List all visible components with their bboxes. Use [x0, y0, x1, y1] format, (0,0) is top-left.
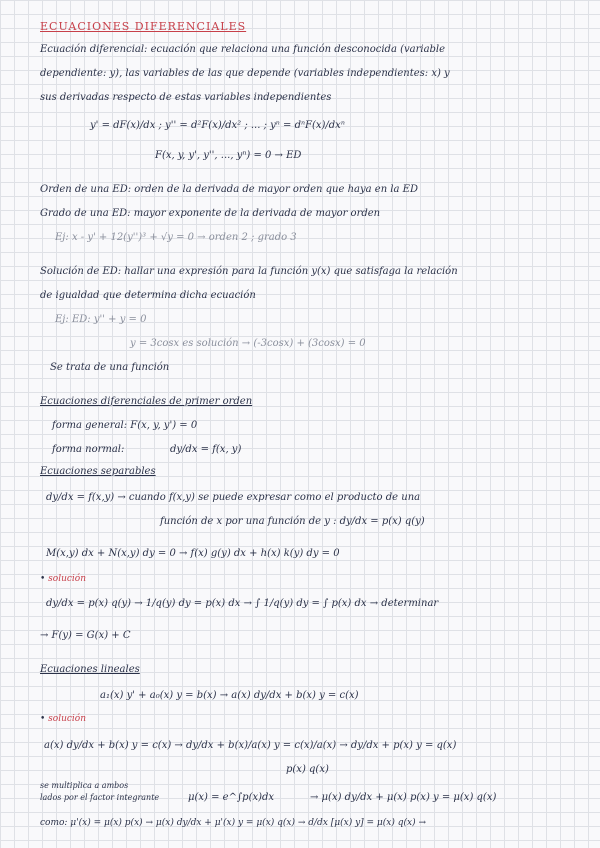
integrating-factor: μ(x) = e^∫p(x)dx [188, 792, 275, 803]
degree-definition: Grado de una ED: mayor exponente de la derivada de mayor orden [40, 208, 381, 219]
page-title: ECUACIONES DIFERENCIALES [40, 20, 247, 33]
linear-solution-1: a(x) dy/dx + b(x) y = c(x) → dy/dx + b(x)/a(x) y = c(x)/a(x) → dy/dx + p(x) y = q(x) [44, 740, 457, 751]
separable-line-2: función de x por una función de y : dy/dx = p(x) q(y) [160, 516, 425, 527]
solution-example-2: y = 3cosx es solución → (-3cosx) + (3cosx) = 0 [130, 338, 366, 349]
integrating-factor-result: → μ(x) dy/dx + μ(x) p(x) y = μ(x) q(x) [310, 792, 497, 803]
separable-solution-bullet: • solución [40, 574, 86, 584]
definition-line-1: Ecuación diferencial: ecuación que relaciona una función desconocida (variable [40, 44, 446, 55]
solution-line-1: Solución de ED: hallar una expresión para la función y(x) que satisfaga la relación [40, 266, 458, 277]
linear-solution-1-sub: p(x) q(x) [286, 764, 329, 775]
linear-heading: Ecuaciones lineales [40, 664, 140, 675]
linear-last-line: como: μ'(x) = μ(x) p(x) → μ(x) dy/dx + μ'(x) y = μ(x) q(x) → d/dx [μ(x) y] = μ(x) q(x) → [40, 818, 427, 828]
first-order-general: forma general: F(x, y, y') = 0 [52, 420, 198, 431]
first-order-normal-formula: dy/dx = f(x, y) [170, 444, 242, 455]
separable-solution-1: dy/dx = p(x) q(y) → 1/q(y) dy = p(x) dx → ∫ 1/q(y) dy = ∫ p(x) dx → determinar [46, 598, 439, 609]
order-example: Ej: x - y' + 12(y'')³ + √y = 0 → orden 2 ; grado 3 [55, 232, 297, 243]
solution-example-1: Ej: ED: y'' + y = 0 [55, 314, 147, 325]
linear-note-1: se multiplica a ambos [40, 781, 129, 790]
linear-line-1: a₁(x) y' + a₀(x) y = b(x) → a(x) dy/dx + b(x) y = c(x) [100, 690, 359, 701]
definition-line-3: sus derivadas respecto de estas variables independientes [40, 92, 332, 103]
first-order-normal-label: forma normal: [52, 444, 125, 455]
derivatives-formula: y' = dF(x)/dx ; y'' = d²F(x)/dx² ; ... ; yⁿ = dⁿF(x)/dxⁿ [90, 120, 345, 131]
separable-heading: Ecuaciones separables [40, 466, 156, 477]
separable-solution-2: → F(y) = G(x) + C [40, 630, 131, 641]
general-ed-formula: F(x, y, y', y'', ..., yⁿ) = 0 → ED [155, 150, 302, 161]
definition-line-2: dependiente: y), las variables de las que depende (variables independientes: x) y [40, 68, 450, 79]
solution-line-2: de igualdad que determina dicha ecuación [40, 290, 256, 301]
linear-solution-bullet: • solución [40, 714, 86, 724]
first-order-heading: Ecuaciones diferenciales de primer orden [40, 396, 253, 407]
order-definition: Orden de una ED: orden de la derivada de mayor orden que haya en la ED [40, 184, 418, 195]
separable-mn-formula: M(x,y) dx + N(x,y) dy = 0 → f(x) g(y) dx + h(x) k(y) dy = 0 [46, 548, 340, 559]
separable-line-1: dy/dx = f(x,y) → cuando f(x,y) se puede expresar como el producto de una [46, 492, 421, 503]
solution-note: Se trata de una función [50, 362, 170, 373]
linear-note-2: lados por el factor integrante [40, 793, 160, 802]
